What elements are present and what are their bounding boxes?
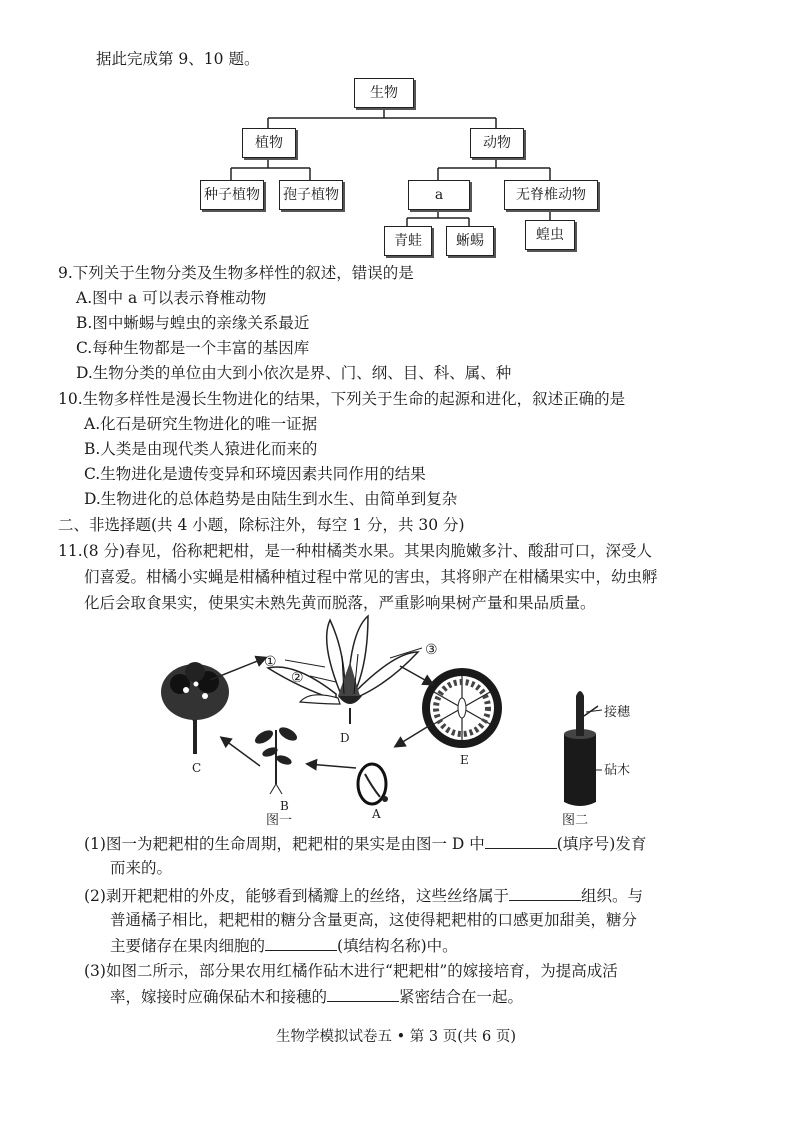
sub3-line-1: (3)如图二所示，部分果农用红橘作砧木进行“耙耙柑”的嫁接培育，为提高成活 bbox=[84, 962, 618, 980]
tree-node-seed-plant: 种子植物 bbox=[200, 180, 264, 210]
q10-option-c: C.生物进化是遗传变异和环境因素共同作用的结果 bbox=[84, 465, 426, 483]
stage-d-label: D bbox=[340, 731, 350, 745]
q10-stem: 10.生物多样性是漫长生物进化的结果，下列关于生命的起源和进化，叙述正确的是 bbox=[58, 390, 626, 408]
scion-pointer bbox=[586, 710, 602, 712]
sub1-line-1 bbox=[84, 832, 646, 855]
figure-2-caption: 图二 bbox=[562, 813, 589, 827]
q9-option-c: C.每种生物都是一个丰富的基因库 bbox=[76, 339, 310, 357]
q9-stem: 9.下列关于生物分类及生物多样性的叙述，错误的是 bbox=[58, 264, 414, 282]
tree-node-lizard: 蜥蜴 bbox=[446, 226, 494, 256]
sub3-text-c: 紧密结合在一起。 bbox=[399, 988, 524, 1006]
intro-text: 据此完成第 9、10 题。 bbox=[96, 50, 260, 68]
sub2-line-3 bbox=[110, 934, 458, 957]
sub3-answer-blank[interactable] bbox=[327, 985, 399, 1002]
rootstock-label: 砧木 bbox=[604, 763, 631, 778]
q11-stem-line-3: 化后会取食果实，使果实未熟先黄而脱落，严重影响果树产量和果品质量。 bbox=[84, 594, 596, 612]
tree-node-organism: 生物 bbox=[354, 78, 414, 108]
sub1-text-b: (填序号)发育 bbox=[556, 835, 647, 853]
page-footer: 生物学模拟试卷五 • 第 3 页(共 6 页) bbox=[276, 1029, 516, 1045]
label-circle-1: ① bbox=[264, 654, 277, 670]
sub2-tissue-blank[interactable] bbox=[509, 884, 581, 901]
tree-node-invertebrate: 无脊椎动物 bbox=[504, 180, 598, 210]
sub3-text-b: 率，嫁接时应确保砧木和接穗的 bbox=[110, 988, 328, 1006]
stage-e-label: E bbox=[460, 753, 469, 767]
sub2-line-2: 普通橘子相比，耙耙柑的糖分含量更高，这使得耙耙柑的口感更加甜美，糖分 bbox=[110, 911, 638, 929]
seedling-illustration bbox=[253, 725, 299, 794]
figure-1-caption: 图一 bbox=[266, 813, 293, 827]
fruit-cross-section-illustration bbox=[422, 668, 502, 748]
scion-label: 接穗 bbox=[604, 705, 631, 720]
tree-node-spore-plant: 孢子植物 bbox=[279, 180, 343, 210]
sub1-text-a: (1)图一为耙耙柑的生命周期，耙耙柑的果实是由图一 D 中 bbox=[84, 835, 485, 853]
tree-node-animal: 动物 bbox=[470, 128, 524, 158]
q11-stem-line-1: 11.(8 分)春见，俗称耙耙柑，是一种柑橘类水果。其果肉脆嫩多汁、酸甜可口，深受人 bbox=[58, 542, 653, 560]
section-heading: 二、非选择题(共 4 小题，除标注外，每空 1 分，共 30 分) bbox=[58, 516, 465, 534]
label-circle-2: ② bbox=[291, 670, 304, 686]
tree-connectors bbox=[0, 0, 792, 260]
stage-b-label: B bbox=[280, 799, 289, 813]
sub2-text-e: (填结构名称)中。 bbox=[337, 937, 458, 955]
sub2-text-d: 主要储存在果肉细胞的 bbox=[110, 937, 266, 955]
stage-c-label: C bbox=[192, 761, 202, 775]
tree-node-plant: 植物 bbox=[242, 128, 296, 158]
q10-option-a: A.化石是研究生物进化的唯一证据 bbox=[84, 415, 318, 433]
cycle-arrows bbox=[210, 658, 432, 768]
sub2-text-a: (2)剥开耙耙柑的外皮，能够看到橘瓣上的丝络，这些丝络属于 bbox=[84, 887, 509, 905]
life-cycle-figures bbox=[150, 612, 650, 827]
sub2-structure-blank[interactable] bbox=[265, 934, 337, 951]
sub2-line-1 bbox=[84, 884, 643, 907]
graft-illustration bbox=[564, 691, 598, 806]
stage-a-label: A bbox=[372, 807, 381, 821]
tree-node-frog: 青蛙 bbox=[384, 226, 432, 256]
q11-stem-line-2: 们喜爱。柑橘小实蝇是柑橘种植过程中常见的害虫，其将卵产在柑橘果实中，幼虫孵 bbox=[84, 568, 658, 586]
pointer-1 bbox=[285, 660, 325, 667]
label-circle-3: ③ bbox=[425, 642, 438, 658]
sub1-answer-blank[interactable] bbox=[485, 832, 557, 849]
q9-option-d: D.生物分类的单位由大到小依次是界、门、纲、目、科、属、种 bbox=[76, 364, 512, 382]
sub1-line-2: 而来的。 bbox=[110, 859, 173, 877]
tree-node-a: a bbox=[408, 180, 470, 210]
q10-option-d: D.生物进化的总体趋势是由陆生到水生、由简单到复杂 bbox=[84, 490, 458, 508]
sub2-text-b: 组织。与 bbox=[580, 887, 643, 905]
tree-node-locust: 蝗虫 bbox=[525, 220, 575, 250]
q9-option-b: B.图中蜥蜴与蝗虫的亲缘关系最近 bbox=[76, 314, 310, 332]
q10-option-b: B.人类是由现代类人猿进化而来的 bbox=[84, 440, 318, 458]
sub3-line-2 bbox=[110, 985, 523, 1008]
seed-illustration bbox=[358, 764, 388, 804]
q9-option-a: A.图中 a 可以表示脊椎动物 bbox=[76, 289, 267, 307]
